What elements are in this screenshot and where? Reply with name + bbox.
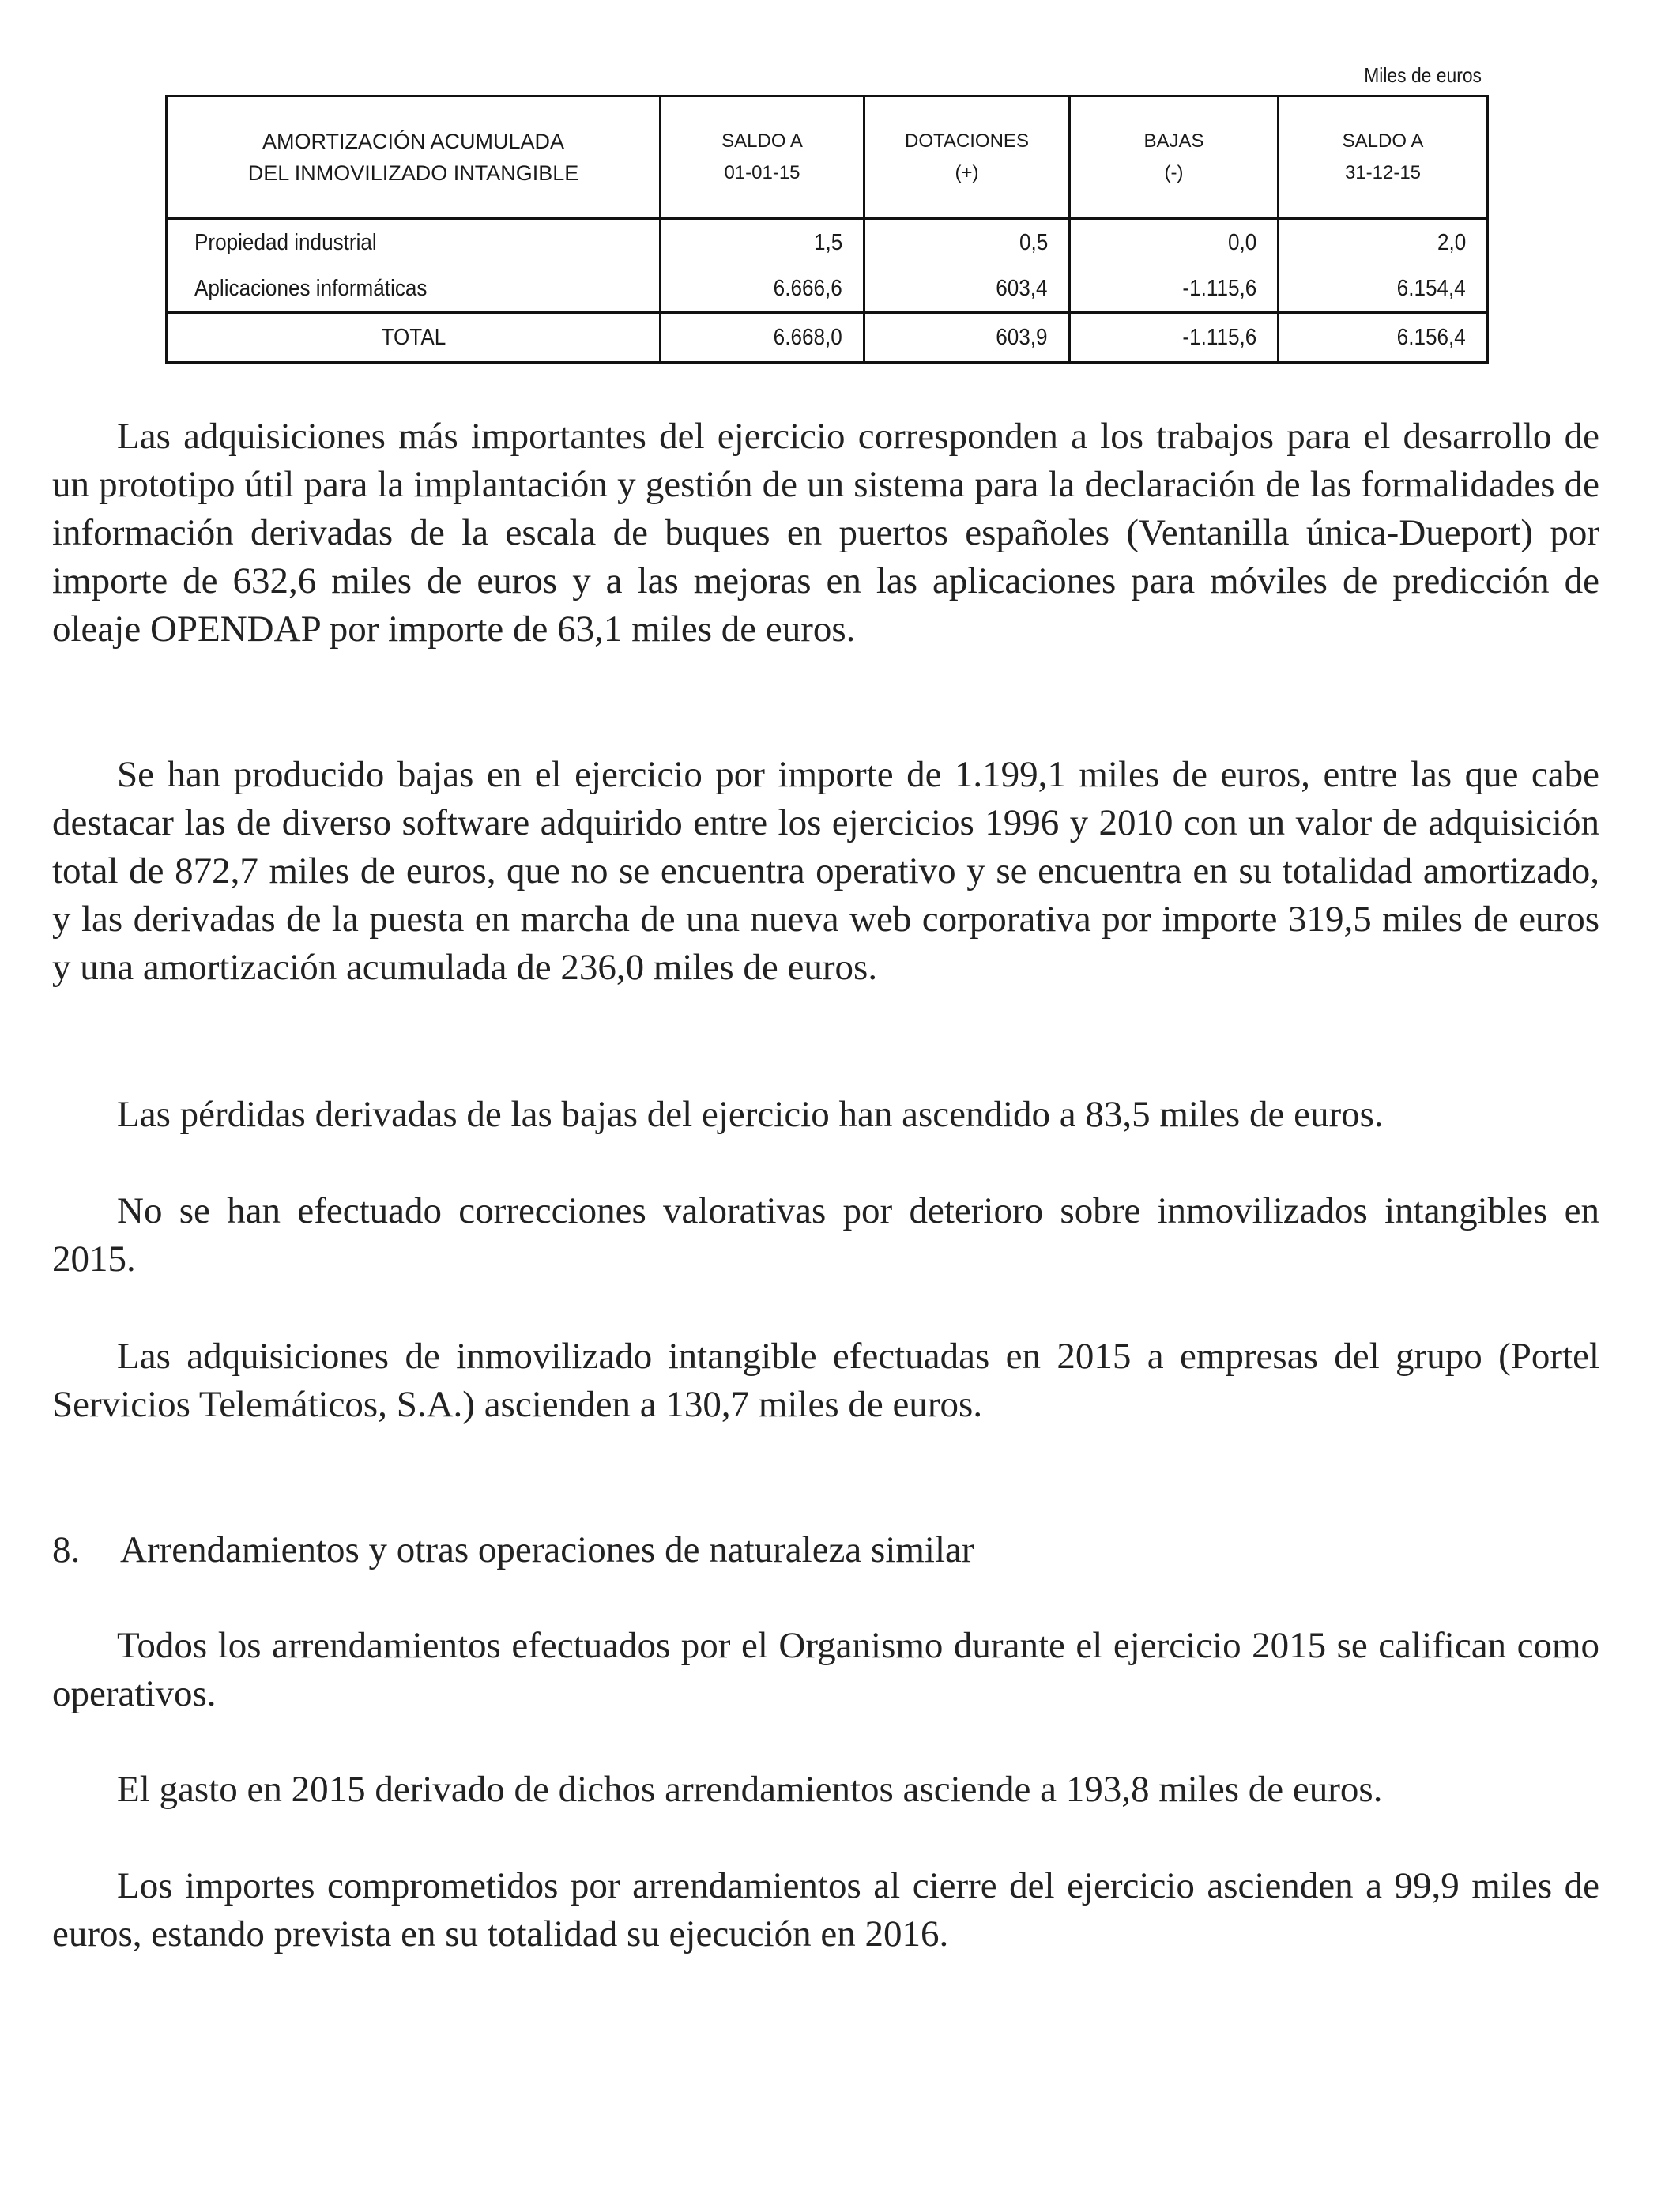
- paragraph-leases-commitments: [52, 1862, 1599, 1958]
- header-concept: [167, 96, 661, 219]
- header-saldo-inicial-line1: SALDO A: [721, 130, 803, 152]
- table-total-row: [167, 313, 1488, 363]
- row-label: Aplicaciones informáticas: [167, 266, 661, 313]
- header-bajas: [1070, 96, 1279, 219]
- row-dotaciones: 603,4: [864, 266, 1070, 313]
- header-dotaciones-line1: DOTACIONES: [905, 130, 1029, 152]
- header-saldo-final-line1: SALDO A: [1342, 130, 1424, 152]
- paragraph-text: Los importes comprometidos por arrendamientos al cierre del ejercicio ascienden a 99,9 miles de euros, estando prevista en su totalidad su ejecución en 2016.: [52, 1865, 1599, 1955]
- paragraph-disposals: [52, 751, 1599, 992]
- paragraph-leases-expense: [52, 1766, 1599, 1814]
- header-saldo-inicial-line2: 01-01-15: [724, 162, 800, 183]
- header-dotaciones: [864, 96, 1070, 219]
- table-header-row: [167, 96, 1488, 219]
- paragraph-leases-operating: [52, 1622, 1599, 1718]
- paragraph-text: El gasto en 2015 derivado de dichos arrendamientos asciende a 193,8 miles de euros.: [117, 1769, 1383, 1810]
- row-saldo-final: 2,0: [1279, 219, 1488, 266]
- paragraph-text: Las adquisiciones de inmovilizado intangible efectuadas en 2015 a empresas del grupo (Portel Servicios Telemáticos, S.A.) ascienden a 130,7 miles de euros.: [52, 1336, 1599, 1425]
- total-saldo-inicial: 6.668,0: [661, 313, 864, 363]
- section-heading: [52, 1526, 974, 1574]
- paragraph-impairment: [52, 1187, 1599, 1284]
- paragraph-losses: [52, 1091, 1599, 1139]
- header-saldo-inicial: [661, 96, 864, 219]
- section-number: 8.: [52, 1529, 81, 1570]
- row-saldo-final: 6.154,4: [1279, 266, 1488, 313]
- row-bajas: 0,0: [1070, 219, 1279, 266]
- row-saldo-inicial: 1,5: [661, 219, 864, 266]
- amortization-table: [165, 95, 1489, 364]
- row-dotaciones: 0,5: [864, 219, 1070, 266]
- paragraph-text: Las adquisiciones más importantes del ejercicio corresponden a los trabajos para el desarrollo de un prototipo útil para la implantación y gestión de un sistema para la declaración de las formalidades de información derivadas de la escala de buques en puertos españoles (Ventanilla única-Dueport) por importe de 632,6 miles de euros y a las mejoras en las aplicaciones para móviles de predicción de oleaje OPENDAP por importe de 63,1 miles de euros.: [52, 416, 1599, 650]
- total-bajas: -1.115,6: [1070, 313, 1279, 363]
- table-units-label: Miles de euros: [1364, 63, 1482, 87]
- row-label: Propiedad industrial: [167, 219, 661, 266]
- paragraph-text: Las pérdidas derivadas de las bajas del ejercicio han ascendido a 83,5 miles de euros.: [117, 1094, 1384, 1135]
- header-dotaciones-line2: (+): [955, 162, 979, 183]
- header-bajas-line2: (-): [1164, 162, 1184, 183]
- paragraph-group-acquisitions: [52, 1333, 1599, 1429]
- table-row: [167, 219, 1488, 266]
- paragraph-acquisitions: [52, 413, 1599, 654]
- header-saldo-final: [1279, 96, 1488, 219]
- header-concept-line2: DEL INMOVILIZADO INTANGIBLE: [247, 161, 579, 185]
- table-row: [167, 266, 1488, 313]
- total-label: TOTAL: [167, 313, 661, 363]
- paragraph-text: Se han producido bajas en el ejercicio por importe de 1.199,1 miles de euros, entre las que cabe destacar las de diverso software adquirido entre los ejercicios 1996 y 2010 con un valor de adquisición total de 872,7 miles de euros, que no se encuentra operativo y se encuentra en su totalidad amortizado, y las derivadas de la puesta en marcha de una nueva web corporativa por importe 319,5 miles de euros y una amortización acumulada de 236,0 miles de euros.: [52, 754, 1599, 988]
- paragraph-text: No se han efectuado correcciones valorativas por deterioro sobre inmovilizados intangibles en 2015.: [52, 1190, 1599, 1280]
- total-saldo-final: 6.156,4: [1279, 313, 1488, 363]
- header-saldo-final-line2: 31-12-15: [1344, 162, 1422, 183]
- row-bajas: -1.115,6: [1070, 266, 1279, 313]
- section-title: Arrendamientos y otras operaciones de naturaleza similar: [120, 1529, 974, 1570]
- header-concept-line1: AMORTIZACIÓN ACUMULADA: [262, 130, 565, 153]
- row-saldo-inicial: 6.666,6: [661, 266, 864, 313]
- paragraph-text: Todos los arrendamientos efectuados por el Organismo durante el ejercicio 2015 se califican como operativos.: [52, 1625, 1599, 1714]
- header-bajas-line1: BAJAS: [1143, 130, 1204, 152]
- total-dotaciones: 603,9: [864, 313, 1070, 363]
